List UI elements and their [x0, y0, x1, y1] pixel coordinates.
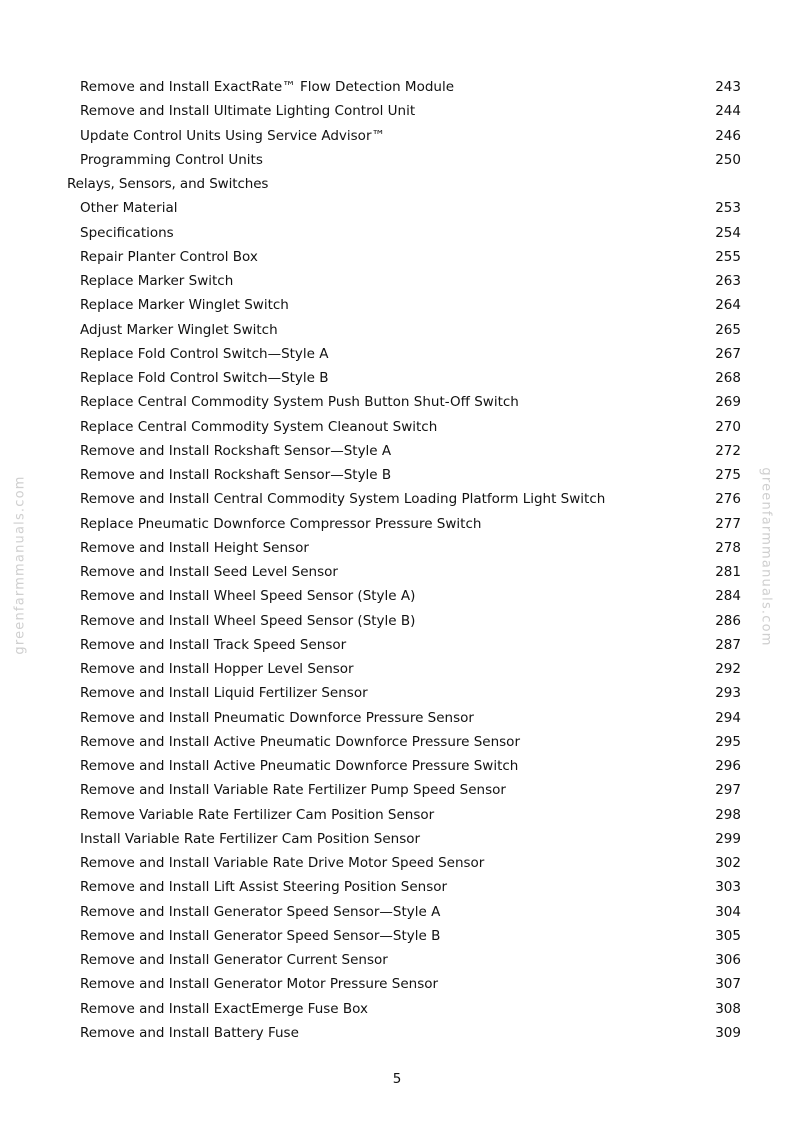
toc-entry-title: Remove and Install Track Speed Sensor: [80, 636, 347, 653]
toc-entry-title: Remove and Install ExactEmerge Fuse Box: [80, 1000, 368, 1017]
toc-entry-title: Remove and Install Rockshaft Sensor—Style B: [80, 467, 392, 483]
toc-entry-title: Remove and Install Variable Rate Fertilizer Pump Speed Sensor: [80, 782, 506, 799]
toc-entry: [0, 512, 794, 536]
toc-entry: [0, 924, 794, 948]
toc-entry: [0, 851, 794, 875]
toc-entry: [0, 827, 794, 851]
toc-entry-page-number: 292: [715, 661, 741, 677]
toc-entry-page-number: 253: [715, 200, 741, 217]
toc-entry-title: Specifications: [80, 224, 174, 241]
toc-entry-page-number: 264: [715, 297, 741, 314]
toc-entry: [0, 803, 794, 827]
toc-entry-title: Remove and Install Active Pneumatic Downforce Pressure Sensor: [80, 733, 520, 750]
toc-entry: [0, 245, 794, 269]
toc-entry: [0, 900, 794, 924]
toc-entry: [0, 754, 794, 778]
toc-entry-title: Remove and Install Active Pneumatic Downforce Pressure Switch: [80, 758, 519, 774]
watermark-left: greenfarmmanuals.com: [12, 475, 28, 655]
page-number: 5: [392, 1071, 402, 1087]
toc-entry-title: Replace Central Commodity System Push Button Shut-Off Switch: [80, 394, 519, 411]
toc-entry: [0, 778, 794, 802]
toc-entry-page-number: 270: [715, 418, 741, 435]
toc-entry-page-number: 265: [715, 321, 741, 338]
toc-entry: [0, 439, 794, 463]
toc-entry-page-number: 269: [715, 394, 741, 411]
toc-entry-title: Remove and Install Lift Assist Steering Position Sensor: [80, 879, 448, 896]
toc-entry-page-number: 298: [715, 806, 741, 823]
toc-entry-title: Install Variable Rate Fertilizer Cam Position Sensor: [80, 830, 421, 847]
toc-entry-title: Remove and Install Liquid Fertilizer Sensor: [80, 685, 368, 702]
toc-entry: [0, 560, 794, 584]
toc-entry-page-number: 250: [715, 151, 741, 168]
toc-entry-page-number: 284: [715, 588, 741, 605]
toc-entry-page-number: 295: [715, 733, 741, 750]
toc-section-heading: [0, 172, 794, 196]
toc-entry-title: Repair Planter Control Box: [80, 248, 258, 265]
toc-entry-page-number: 244: [715, 103, 741, 120]
toc-entry-title: Remove and Install Wheel Speed Sensor (Style A): [80, 588, 416, 605]
toc-entry-title: Remove and Install Generator Motor Pressure Sensor: [80, 976, 439, 993]
toc-entry-page-number: 268: [715, 370, 741, 386]
toc-entry: [0, 633, 794, 657]
toc-section-title: Relays, Sensors, and Switches: [67, 176, 269, 192]
toc-entry-page-number: 267: [715, 345, 741, 362]
toc-entry-page-number: 305: [715, 927, 741, 944]
toc-entry-title: Remove Variable Rate Fertilizer Cam Position Sensor: [80, 806, 435, 823]
toc-entry-title: Remove and Install Generator Speed Sensor—Style A: [80, 903, 441, 920]
toc-entry: [0, 293, 794, 317]
toc-entry-title: Remove and Install Variable Rate Drive Motor Speed Sensor: [80, 855, 485, 871]
toc-entry-page-number: 307: [715, 976, 741, 993]
toc-entry: [0, 415, 794, 439]
toc-entry-title: Remove and Install Central Commodity System Loading Platform Light Switch: [80, 491, 606, 508]
toc-entry: [0, 318, 794, 342]
toc-entry-page-number: 255: [715, 248, 741, 265]
toc-entry: [0, 584, 794, 608]
toc-entry: [0, 463, 794, 487]
toc-entry-page-number: 276: [715, 491, 741, 508]
toc-entry: [0, 342, 794, 366]
toc-entry-title: Remove and Install Wheel Speed Sensor (Style B): [80, 612, 416, 629]
toc-entry-page-number: 246: [715, 127, 741, 144]
toc-entry: [0, 609, 794, 633]
toc-entry-page-number: 287: [715, 636, 741, 653]
toc-entry-title: Replace Fold Control Switch—Style A: [80, 345, 329, 362]
toc-entry-title: Remove and Install Generator Current Sensor: [80, 952, 388, 968]
toc-entry-page-number: 304: [715, 903, 741, 920]
toc-entry-page-number: 278: [715, 539, 741, 556]
toc-entry-title: Remove and Install Pneumatic Downforce Pressure Sensor: [80, 709, 474, 726]
toc-entry: [0, 706, 794, 730]
toc-entry-page-number: 263: [715, 273, 741, 289]
toc-entry-title: Replace Pneumatic Downforce Compressor Pressure Switch: [80, 515, 482, 532]
toc-entry-title: Adjust Marker Winglet Switch: [80, 321, 278, 338]
toc-entry-page-number: 286: [715, 612, 741, 629]
toc-entry: [0, 657, 794, 681]
toc-entry: [0, 196, 794, 220]
toc-entry: [0, 366, 794, 390]
toc-entry-page-number: 303: [715, 879, 741, 896]
toc-entry: [0, 536, 794, 560]
toc-entry-page-number: 275: [715, 467, 741, 483]
toc-entry-page-number: 309: [715, 1024, 741, 1041]
toc-entry: [0, 124, 794, 148]
toc-entry-page-number: 277: [715, 515, 741, 532]
toc-entry-title: Remove and Install Seed Level Sensor: [80, 564, 338, 580]
toc-entry: [0, 997, 794, 1021]
toc-entry-page-number: 308: [715, 1000, 741, 1017]
toc-entry-title: Other Material: [80, 200, 178, 217]
toc-entry-title: Replace Fold Control Switch—Style B: [80, 370, 329, 386]
toc-entry: [0, 875, 794, 899]
toc-entry: [0, 972, 794, 996]
toc-entry-title: Remove and Install Battery Fuse: [80, 1024, 299, 1041]
toc-entry: [0, 1021, 794, 1045]
toc-entry: [0, 681, 794, 705]
toc-entry-page-number: 293: [715, 685, 741, 702]
toc-entry-page-number: 254: [715, 224, 741, 241]
toc-entry-page-number: 296: [715, 758, 741, 774]
toc-entry-title: Remove and Install Ultimate Lighting Control Unit: [80, 103, 416, 120]
toc-entry-title: Replace Marker Winglet Switch: [80, 297, 289, 314]
toc-entry-page-number: 306: [715, 952, 741, 968]
toc-entry-page-number: 294: [715, 709, 741, 726]
toc-entry: [0, 390, 794, 414]
toc-entry-page-number: 272: [715, 442, 741, 459]
toc-entry-title: Remove and Install ExactRate™ Flow Detection Module: [80, 79, 455, 95]
toc-entry-page-number: 297: [715, 782, 741, 799]
toc-entry-title: Remove and Install Height Sensor: [80, 539, 309, 556]
toc-entry: [0, 75, 794, 99]
toc-entry: [0, 948, 794, 972]
toc-entry-title: Remove and Install Generator Speed Sensor—Style B: [80, 927, 441, 944]
toc-entry: [0, 269, 794, 293]
toc-entry-page-number: 243: [715, 79, 741, 95]
toc-entry-title: Programming Control Units: [80, 151, 263, 168]
toc-entry-title: Update Control Units Using Service Advisor™: [80, 127, 385, 144]
toc-entry: [0, 99, 794, 123]
toc-entry: [0, 487, 794, 511]
toc-entry-page-number: 299: [715, 830, 741, 847]
toc-entry: [0, 730, 794, 754]
toc-entry-title: Replace Central Commodity System Cleanout Switch: [80, 418, 438, 435]
watermark-right: greenfarmmanuals.com: [758, 467, 774, 647]
toc-entry-title: Remove and Install Hopper Level Sensor: [80, 661, 354, 677]
toc-entry: [0, 148, 794, 172]
table-of-contents: [0, 75, 794, 1045]
toc-entry-title: Replace Marker Switch: [80, 273, 234, 289]
toc-entry: [0, 221, 794, 245]
toc-entry-page-number: 302: [715, 855, 741, 871]
toc-entry-title: Remove and Install Rockshaft Sensor—Style A: [80, 442, 392, 459]
toc-entry-page-number: 281: [715, 564, 741, 580]
